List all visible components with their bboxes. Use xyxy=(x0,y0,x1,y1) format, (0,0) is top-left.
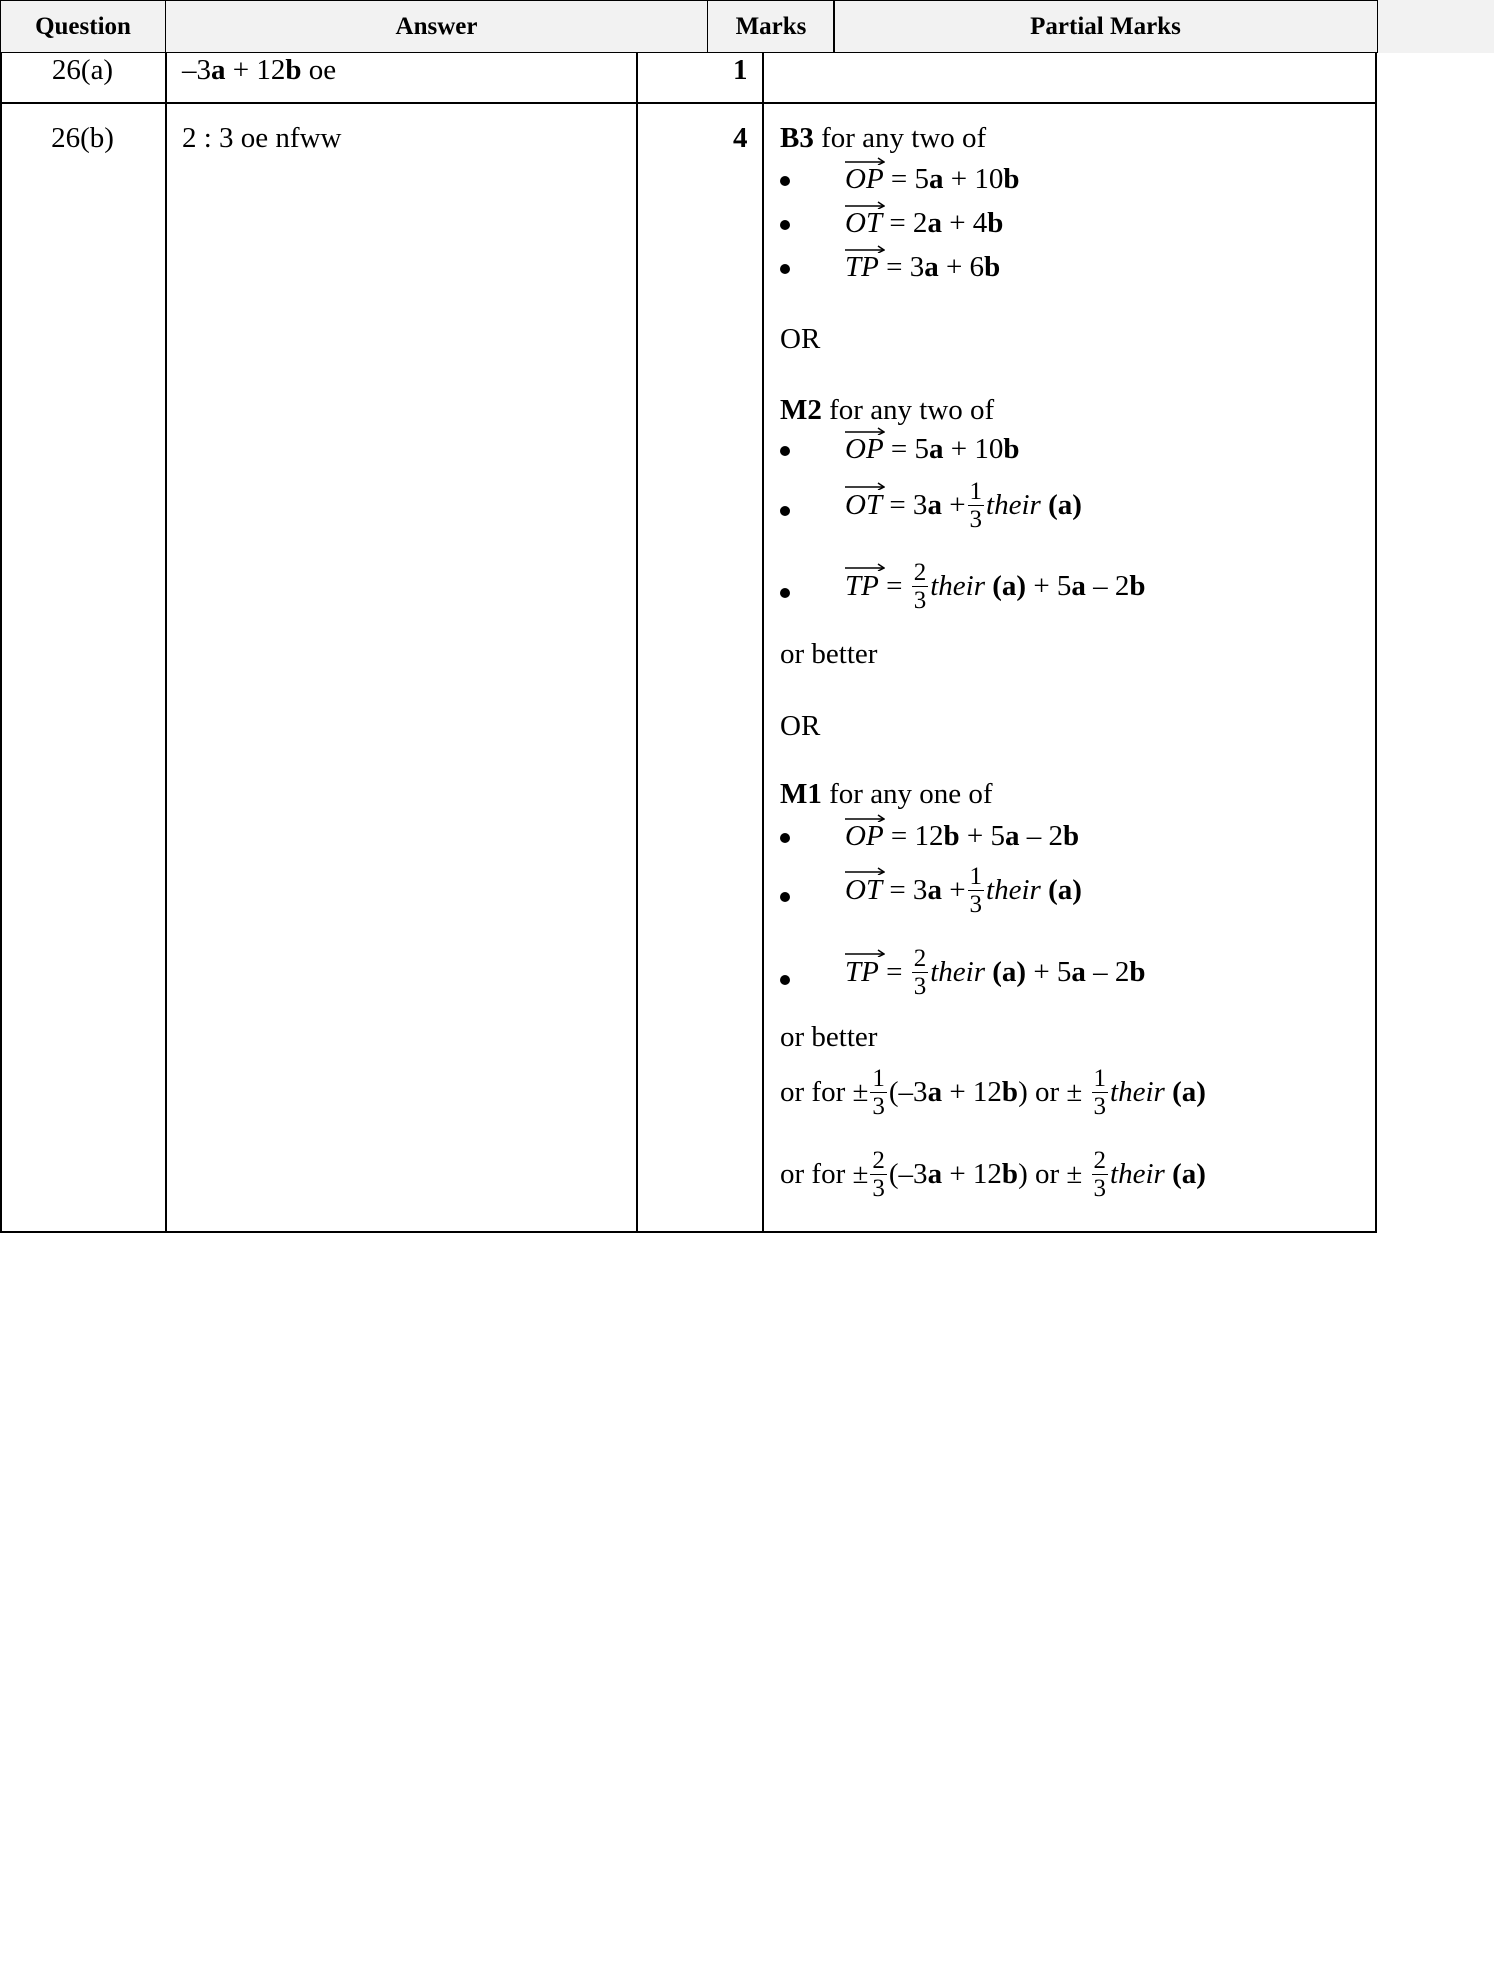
row-b-question: 26(b) xyxy=(51,122,114,154)
row-divider xyxy=(0,102,1377,104)
m2-heading: M2 for any two of xyxy=(780,394,995,426)
bullet xyxy=(780,506,790,516)
row-a-question: 26(a) xyxy=(51,54,114,86)
bullet xyxy=(780,892,790,902)
header-question: Question xyxy=(0,0,166,53)
fraction: $\frac{1}{3}$ xyxy=(969,478,983,533)
m1-heading: M1 for any one of xyxy=(780,778,993,810)
bullet xyxy=(780,446,790,456)
fraction: $\frac{2}{3}$ xyxy=(913,559,927,614)
vector-op: OP xyxy=(845,165,884,194)
bullet xyxy=(780,220,790,230)
m2-item-tp: TP = $\frac{2}{3}$ their (a) + 5a – 2b xyxy=(845,559,1146,614)
header-band-extension xyxy=(1378,0,1494,53)
or-better-1: or better xyxy=(780,638,878,670)
vector-tp: TP xyxy=(845,957,879,989)
or-separator-1: OR xyxy=(780,323,821,355)
vector-op: OP xyxy=(845,435,884,464)
vector-tp: TP xyxy=(845,253,879,282)
header-marks: Marks xyxy=(707,0,835,53)
header-answer: Answer xyxy=(165,0,708,53)
table-border-left xyxy=(0,53,2,1233)
vector-op: OP xyxy=(845,822,884,851)
m2-item-op: OP = 5a + 10b xyxy=(845,435,1020,464)
b3-item-ot: OT = 2a + 4b xyxy=(845,209,1003,238)
fraction: $\frac{1}{3}$ xyxy=(1093,1065,1107,1120)
b3-item-tp: TP = 3a + 6b xyxy=(845,253,1000,282)
b3-heading: B3 for any two of xyxy=(780,122,987,154)
m1-item-op: OP = 12b + 5a – 2b xyxy=(845,822,1079,851)
fraction: $\frac{2}{3}$ xyxy=(872,1147,885,1202)
or-for-one-third: or for ± $\frac{1}{3}$ (–3a + 12b) or ± $\frac{1}{3}$ their (a) xyxy=(780,1065,1206,1120)
fraction: $\frac{2}{3}$ xyxy=(913,945,927,1000)
vector-ot: OT xyxy=(845,209,882,238)
table-divider-marks xyxy=(762,53,764,1233)
row-a-answer: –3a + 12b oe xyxy=(182,54,337,86)
or-for-two-thirds: or for ± $\frac{2}{3}$ (–3a + 12b) or ± $\frac{2}{3}$ their (a) xyxy=(780,1147,1206,1202)
vector-ot: OT xyxy=(845,875,882,907)
m2-item-ot: OT = 3a + $\frac{1}{3}$ their (a) xyxy=(845,478,1082,533)
bullet xyxy=(780,833,790,843)
header-partial-marks: Partial Marks xyxy=(833,0,1378,53)
table-divider-question xyxy=(165,53,167,1233)
table-border-right xyxy=(1375,53,1377,1233)
m1-item-ot: OT = 3a + $\frac{1}{3}$ their (a) xyxy=(845,863,1082,918)
vector-ot: OT xyxy=(845,490,882,522)
bullet xyxy=(780,975,790,985)
row-b-answer: 2 : 3 oe nfww xyxy=(182,122,342,154)
m1-item-tp: TP = $\frac{2}{3}$ their (a) + 5a – 2b xyxy=(845,945,1146,1000)
row-a-marks: 1 xyxy=(733,54,748,86)
or-better-2: or better xyxy=(780,1021,878,1053)
vector-tp: TP xyxy=(845,571,879,603)
bullet xyxy=(780,588,790,598)
table-border-bottom xyxy=(0,1231,1377,1233)
fraction: $\frac{2}{3}$ xyxy=(1093,1147,1107,1202)
or-separator-2: OR xyxy=(780,710,821,742)
bullet xyxy=(780,264,790,274)
table-divider-answer xyxy=(636,53,638,1233)
bullet xyxy=(780,176,790,186)
row-b-marks: 4 xyxy=(733,122,748,154)
fraction: $\frac{1}{3}$ xyxy=(969,863,983,918)
fraction: $\frac{1}{3}$ xyxy=(872,1065,885,1120)
b3-item-op: OP = 5a + 10b xyxy=(845,165,1020,194)
